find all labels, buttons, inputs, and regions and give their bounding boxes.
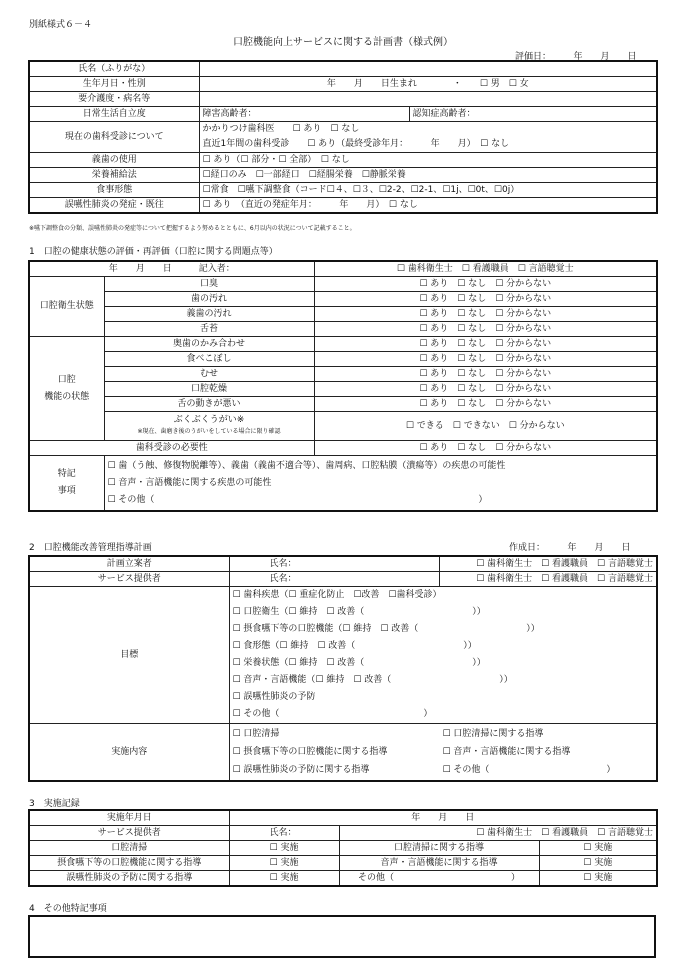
assessment-item: 義歯の汚れ [104, 307, 314, 322]
assessment-item: 舌の動きが悪い [104, 397, 314, 412]
special-item[interactable]: ☐ その他（ ） [107, 494, 488, 505]
special-item[interactable]: ☐ 音声・言語機能に関する疾患の可能性 [107, 477, 272, 488]
provider-staff[interactable]: ☐ 歯科衛生士 ☐ 看護職員 ☐ 言語聴覚士 [439, 572, 657, 587]
content-item[interactable]: ☐ 口腔清掃 [232, 729, 280, 739]
planner-staff[interactable]: ☐ 歯科衛生士 ☐ 看護職員 ☐ 言語聴覚士 [439, 556, 657, 572]
done-checkbox[interactable]: ☐ 実施 [229, 871, 339, 887]
goal-item[interactable]: ☐ 音声・言語機能（☐ 維持 ☐ 改善（ ）） [232, 675, 513, 685]
content-item[interactable]: ☐ その他（ ） [442, 765, 616, 775]
profile-label: 誤嚥性肺炎の発症・既往 [29, 198, 199, 214]
profile-value[interactable] [199, 61, 657, 77]
record-table [28, 809, 658, 887]
record-date[interactable]: 年 月 日 [229, 810, 657, 826]
provider-name[interactable]: 氏名： [229, 572, 439, 587]
done-checkbox[interactable]: ☐ 実施 [539, 871, 657, 887]
yes-no-options[interactable]: ☐ あり ☐ なし ☐ 分からない [314, 322, 657, 337]
nutrition-value[interactable]: ☐経口のみ ☐一部経口 ☐経腸栄養 ☐静脈栄養 [199, 168, 657, 183]
page-title: 口腔機能向上サービスに関する計画書（様式例） [233, 37, 453, 48]
dementia-elderly[interactable]: 認知症高齢者： [409, 107, 657, 122]
goal-item[interactable]: ☐ 食形態（☐ 維持 ☐ 改善（ ）） [232, 641, 477, 651]
can-options[interactable]: ☐ できる ☐ できない ☐ 分からない [314, 412, 657, 441]
section3-title: 3 実施記録 [29, 799, 80, 809]
section2-title: 2 口腔機能改善管理指導計画 [29, 543, 152, 553]
yes-no-options[interactable]: ☐ あり ☐ なし ☐ 分からない [314, 367, 657, 382]
done-checkbox[interactable]: ☐ 実施 [229, 841, 339, 856]
content-item[interactable]: ☐ 口腔清掃に関する指導 [442, 729, 544, 739]
family-dentist[interactable]: かかりつけ歯科医 ☐ あり ☐ なし [202, 124, 360, 134]
assessment-item: 歯の汚れ [104, 292, 314, 307]
other-notes-box[interactable] [28, 915, 656, 958]
bukubuku-item: ぶくぶくうがい※ [173, 415, 245, 425]
provider-label: サービス提供者 [29, 572, 229, 587]
profile-label: 栄養補給法 [29, 168, 199, 183]
pneumonia-value[interactable]: ☐ あり （直近の発症年月： 年 月） ☐ なし [199, 198, 657, 214]
yes-no-options[interactable]: ☐ あり ☐ なし ☐ 分からない [314, 292, 657, 307]
profile-label: 氏名（ふりがな） [29, 61, 199, 77]
profile-label: 要介護度・病名等 [29, 92, 199, 107]
content-item[interactable]: ☐ 音声・言語機能に関する指導 [442, 747, 571, 757]
record-date-label: 実施年月日 [29, 810, 229, 826]
record-provider-name[interactable]: 氏名： [229, 826, 339, 841]
yes-no-options[interactable]: ☐ あり ☐ なし ☐ 分からない [314, 337, 657, 352]
record-provider-label: サービス提供者 [29, 826, 229, 841]
need-dental-label: 歯科受診の必要性 [29, 441, 314, 456]
profile-label: 義歯の使用 [29, 153, 199, 168]
yes-no-options[interactable]: ☐ あり ☐ なし ☐ 分からない [314, 352, 657, 367]
record-item: 音声・言語機能に関する指導 [339, 856, 539, 871]
record-item: 口腔清掃に関する指導 [339, 841, 539, 856]
bukubuku-note: ※現在、歯磨き後のうがいをしている場合に限り確認 [137, 428, 281, 435]
content-item[interactable]: ☐ 誤嚥性肺炎の予防に関する指導 [232, 765, 370, 775]
goals-label: 目標 [29, 587, 229, 724]
meal-form-value[interactable]: ☐常食 ☐嚥下調整食（コード☐４、☐３、☐2-2、☐2-1、☐1j、☐0t、☐0j） [199, 183, 657, 198]
assessment-item: 口腔乾燥 [104, 382, 314, 397]
form-number: 別紙様式６－４ [29, 20, 93, 30]
assessment-item: むせ [104, 367, 314, 382]
assessment-item: 奥歯のかみ合わせ [104, 337, 314, 352]
record-item: その他（ ） [339, 871, 539, 887]
goal-item[interactable]: ☐ 摂食嚥下等の口腔機能（☐ 維持 ☐ 改善（ ）） [232, 624, 540, 634]
assessment-staff[interactable]: ☐ 歯科衛生士 ☐ 看護職員 ☐ 言語聴覚士 [314, 261, 657, 277]
record-staff[interactable]: ☐ 歯科衛生士 ☐ 看護職員 ☐ 言語聴覚士 [339, 826, 657, 841]
hygiene-label: 口腔衛生状態 [29, 277, 104, 337]
birth-gender-value[interactable]: 年 月 日生まれ ・ ☐ 男 ☐ 女 [199, 77, 657, 92]
assessment-item: 口臭 [104, 277, 314, 292]
profile-label: 生年月日・性別 [29, 77, 199, 92]
profile-label: 食事形態 [29, 183, 199, 198]
function-label: 口腔 機能の状態 [29, 337, 104, 441]
record-item: 摂食嚥下等の口腔機能に関する指導 [29, 856, 229, 871]
goal-item[interactable]: ☐ その他（ ） [232, 709, 433, 719]
planner-label: 計画立案者 [29, 556, 229, 572]
content-item[interactable]: ☐ 摂食嚥下等の口腔機能に関する指導 [232, 747, 388, 757]
yes-no-options[interactable]: ☐ あり ☐ なし ☐ 分からない [314, 277, 657, 292]
special-item[interactable]: ☐ 歯（う蝕、修復物脱離等）、義歯（義歯不適合等）、歯周病、口腔粘膜（潰瘍等）の疾患の可能性 [107, 460, 506, 471]
yes-no-options[interactable]: ☐ あり ☐ なし ☐ 分からない [314, 307, 657, 322]
goal-item[interactable]: ☐ 歯科疾患（☐ 重症化防止 ☐改善 ☐歯科受診） [232, 590, 442, 600]
record-item: 口腔清掃 [29, 841, 229, 856]
created-date: 作成日： 年 月 日 [509, 543, 631, 553]
assessment-date[interactable]: 年 月 日 記入者： [29, 261, 314, 277]
content-label: 実施内容 [29, 724, 229, 782]
plan-table [28, 555, 658, 782]
assessment-item: 舌苔 [104, 322, 314, 337]
assessment-table [28, 260, 658, 512]
yes-no-options[interactable]: ☐ あり ☐ なし ☐ 分からない [314, 441, 657, 456]
goal-item[interactable]: ☐ 誤嚥性肺炎の予防 [232, 692, 316, 702]
profile-table [28, 60, 658, 214]
profile-value[interactable] [199, 92, 657, 107]
assessment-item: 食べこぼし [104, 352, 314, 367]
goal-item[interactable]: ☐ 口腔衛生（☐ 維持 ☐ 改善（ ）） [232, 607, 486, 617]
recent-visit[interactable]: 直近1年間の歯科受診 ☐ あり（最終受診年月： 年 月） ☐ なし [202, 139, 510, 149]
section4-title: 4 その他特記事項 [29, 904, 107, 914]
planner-name[interactable]: 氏名： [229, 556, 439, 572]
special-label: 特記 事項 [29, 456, 104, 512]
done-checkbox[interactable]: ☐ 実施 [539, 856, 657, 871]
yes-no-options[interactable]: ☐ あり ☐ なし ☐ 分からない [314, 397, 657, 412]
goal-item[interactable]: ☐ 栄養状態（☐ 維持 ☐ 改善（ ）） [232, 658, 486, 668]
disability-elderly[interactable]: 障害高齢者： [199, 107, 409, 122]
done-checkbox[interactable]: ☐ 実施 [539, 841, 657, 856]
eval-date: 評価日： 年 月 日 [515, 52, 637, 62]
yes-no-options[interactable]: ☐ あり ☐ なし ☐ 分からない [314, 382, 657, 397]
section1-title: 1 口腔の健康状態の評価・再評価（口腔に関する問題点等） [29, 247, 278, 257]
denture-value[interactable]: ☐ あり（☐ 部分・☐ 全部） ☐ なし [199, 153, 657, 168]
record-item: 誤嚥性肺炎の予防に関する指導 [29, 871, 229, 887]
independence-label: 日常生活自立度 [29, 107, 199, 122]
profile-note: ※嚥下調整食の分類、誤嚥性肺炎の発症等について把握するよう努めるとともに、6月以内の状況について記載すること。 [29, 225, 356, 232]
dental-visit-label: 現在の歯科受診について [29, 122, 199, 153]
done-checkbox[interactable]: ☐ 実施 [229, 856, 339, 871]
